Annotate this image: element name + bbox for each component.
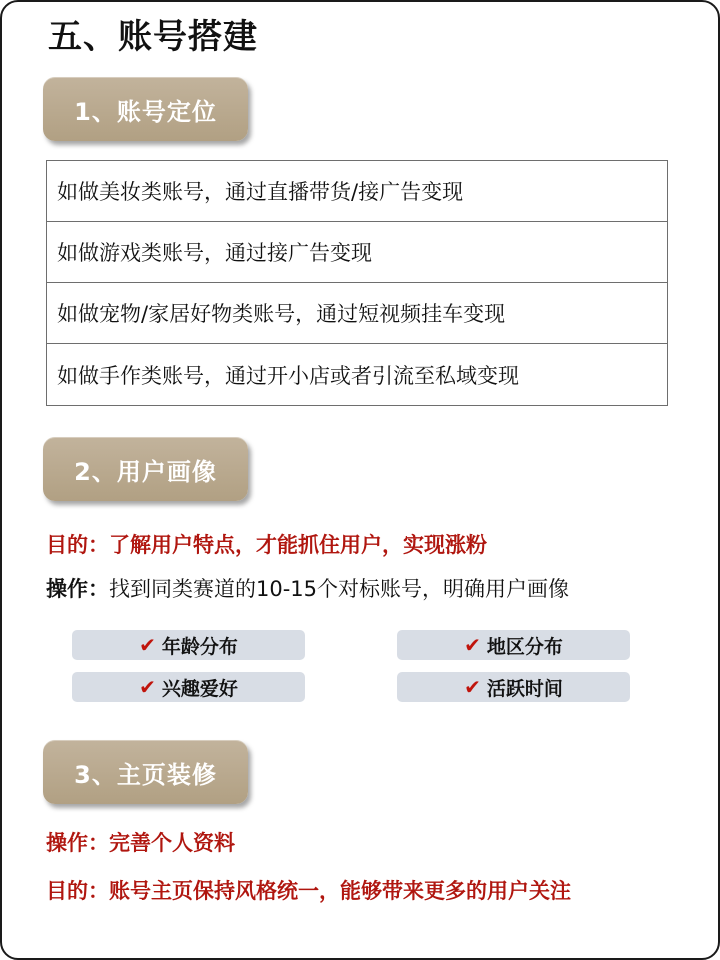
tag-label: 活跃时间 bbox=[486, 677, 563, 700]
check-icon: ✔ bbox=[139, 675, 156, 699]
homepage-action-line bbox=[46, 828, 235, 858]
table-row: 如做手作类账号，通过开小店或者引流至私域变现 bbox=[57, 363, 519, 388]
tag-region-distribution bbox=[397, 630, 630, 660]
tag-label: 兴趣爱好 bbox=[161, 677, 238, 700]
check-icon: ✔ bbox=[464, 633, 481, 657]
persona-goal-line bbox=[46, 530, 487, 560]
goal-label: 目的： bbox=[46, 533, 109, 557]
section-heading-positioning: 1、账号定位 bbox=[43, 77, 248, 141]
action-label: 操作： bbox=[46, 831, 109, 855]
tag-label: 年龄分布 bbox=[161, 635, 238, 658]
tag-age-distribution bbox=[72, 630, 305, 660]
goal-text: 了解用户特点，才能抓住用户，实现涨粉 bbox=[109, 533, 487, 557]
tag-active-time bbox=[397, 672, 630, 702]
check-icon: ✔ bbox=[139, 633, 156, 657]
tag-interests bbox=[72, 672, 305, 702]
goal-label: 目的： bbox=[46, 879, 109, 903]
page-title: 五、账号搭建 bbox=[48, 17, 258, 57]
action-text: 完善个人资料 bbox=[109, 831, 235, 855]
homepage-goal-line bbox=[46, 876, 571, 906]
tag-label: 地区分布 bbox=[486, 635, 563, 658]
persona-action-line bbox=[46, 574, 569, 604]
action-label: 操作： bbox=[46, 577, 109, 601]
table-row: 如做美妆类账号，通过直播带货/接广告变现 bbox=[47, 161, 667, 222]
table-row: 如做游戏类账号，通过接广告变现 bbox=[47, 222, 667, 283]
goal-text: 账号主页保持风格统一，能够带来更多的用户关注 bbox=[109, 879, 571, 903]
table-row: 如做宠物/家居好物类账号，通过短视频挂车变现 bbox=[47, 283, 667, 344]
positioning-table bbox=[46, 160, 668, 406]
section-heading-persona: 2、用户画像 bbox=[43, 437, 248, 501]
check-icon: ✔ bbox=[464, 675, 481, 699]
section-heading-homepage: 3、主页装修 bbox=[43, 740, 248, 804]
action-text: 找到同类赛道的10-15个对标账号，明确用户画像 bbox=[109, 577, 570, 601]
